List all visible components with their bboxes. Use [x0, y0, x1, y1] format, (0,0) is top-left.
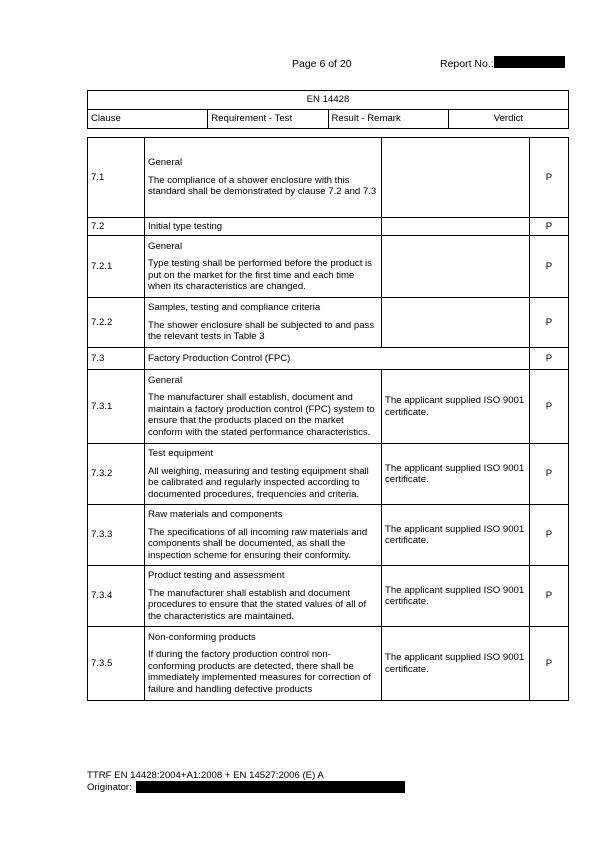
result-cell	[382, 236, 530, 298]
standard-title: EN 14428	[88, 91, 569, 110]
clause-cell: 7.3	[88, 348, 145, 370]
requirement-cell	[145, 627, 382, 701]
clause-cell: 7.2.1	[88, 236, 145, 298]
requirement-title: Initial type testing	[148, 220, 223, 232]
requirement-title: General	[148, 157, 183, 169]
requirement-title: Product testing and assessment	[148, 570, 285, 581]
column-header-verdict: Verdict	[448, 110, 568, 129]
table-row	[88, 370, 569, 444]
table-row	[88, 566, 569, 627]
table-row	[88, 298, 569, 348]
verdict-cell: P	[530, 138, 569, 218]
requirement-cell	[145, 370, 382, 444]
clause-cell: 7.3.5	[88, 627, 145, 701]
standard-header-table	[87, 90, 569, 129]
verdict-cell: P	[530, 444, 569, 505]
table-row	[88, 348, 569, 370]
clause-cell: 7.2.2	[88, 298, 145, 348]
column-header-result: Result - Remark	[328, 110, 448, 129]
verdict-cell: P	[530, 348, 569, 370]
table-row	[88, 505, 569, 566]
result-cell	[382, 218, 530, 236]
requirement-cell	[145, 298, 382, 348]
requirement-title: General	[148, 374, 183, 386]
table-row	[88, 627, 569, 701]
requirement-cell	[145, 138, 382, 218]
result-cell	[382, 298, 530, 348]
requirement-title: General	[148, 240, 183, 252]
footer-originator-label: Originator:	[87, 782, 132, 793]
result-cell: The applicant supplied ISO 9001 certificate.	[382, 566, 530, 627]
result-cell	[382, 138, 530, 218]
clause-cell: 7.2	[88, 218, 145, 236]
clause-cell: 7.1	[88, 138, 145, 218]
table-row	[88, 444, 569, 505]
table-row	[88, 236, 569, 298]
result-cell: The applicant supplied ISO 9001 certificate.	[382, 627, 530, 701]
verdict-cell: P	[530, 370, 569, 444]
requirement-title: Samples, testing and compliance criteria	[148, 302, 321, 314]
column-header-requirement: Requirement - Test	[208, 110, 328, 129]
requirement-cell	[145, 566, 382, 627]
page-number: Page 6 of 20	[292, 58, 352, 70]
requirement-title: Non-conforming products	[148, 631, 256, 643]
verdict-cell: P	[530, 218, 569, 236]
report-number-label: Report No.:	[440, 58, 494, 70]
clause-cell: 7.3.1	[88, 370, 145, 444]
requirement-cell	[145, 348, 530, 370]
requirement-cell	[145, 218, 382, 236]
requirement-body: The manufacturer shall establish and document procedures to ensure that the stated values of all of the characteristics are maintained.	[148, 587, 367, 622]
clause-cell: 7.3.2	[88, 444, 145, 505]
requirement-body: The manufacturer shall establish, document and maintain a factory production control (FPC) system to ensure that the products placed on the market conform with the stated performance characteristics.	[148, 392, 375, 438]
requirements-table	[87, 137, 569, 701]
verdict-cell: P	[530, 236, 569, 298]
verdict-cell: P	[530, 298, 569, 348]
verdict-cell: P	[530, 627, 569, 701]
originator-redaction	[136, 781, 405, 793]
clause-cell: 7.3.4	[88, 566, 145, 627]
requirement-cell	[145, 505, 382, 566]
requirement-body: All weighing, measuring and testing equipment shall be calibrated and regularly inspected according to documented procedures, frequencies and criteria.	[148, 465, 369, 500]
table-row	[88, 138, 569, 218]
verdict-cell: P	[530, 566, 569, 627]
requirement-title: Test equipment	[148, 448, 214, 459]
requirement-body: If during the factory production control non-conforming products are detected, there shall be immediately implemented measures for correction of failure and handling defective products	[148, 649, 371, 695]
requirement-body: The shower enclosure shall be subjected to and pass the relevant tests in Table 3	[148, 319, 375, 343]
result-cell: The applicant supplied ISO 9001 certificate.	[382, 505, 530, 566]
requirement-cell	[145, 236, 382, 298]
requirement-title: Raw materials and components	[148, 509, 283, 520]
clause-cell: 7.3.3	[88, 505, 145, 566]
requirement-body: The specifications of all incoming raw materials and components shall be documented, as shall the inspection scheme for ensuring their conformity.	[148, 526, 368, 561]
requirement-cell	[145, 444, 382, 505]
table-row	[88, 218, 569, 236]
footer-trf-code: TTRF EN 14428:2004+A1:2008 + EN 14527:2006 (E) A	[87, 770, 324, 781]
requirement-body: Type testing shall be performed before the product is put on the market for the first time and each time when its characteristics are changed.	[148, 258, 372, 292]
result-cell: The applicant supplied ISO 9001 certificate.	[382, 370, 530, 444]
verdict-cell: P	[530, 505, 569, 566]
result-cell: The applicant supplied ISO 9001 certificate.	[382, 444, 530, 505]
requirement-body: The compliance of a shower enclosure with this standard shall be demonstrated by clause 7.2 and 7.3	[148, 174, 377, 198]
column-header-clause: Clause	[88, 110, 208, 129]
requirement-title: Factory Production Control (FPC)	[148, 352, 291, 364]
report-number-redaction	[494, 56, 565, 68]
